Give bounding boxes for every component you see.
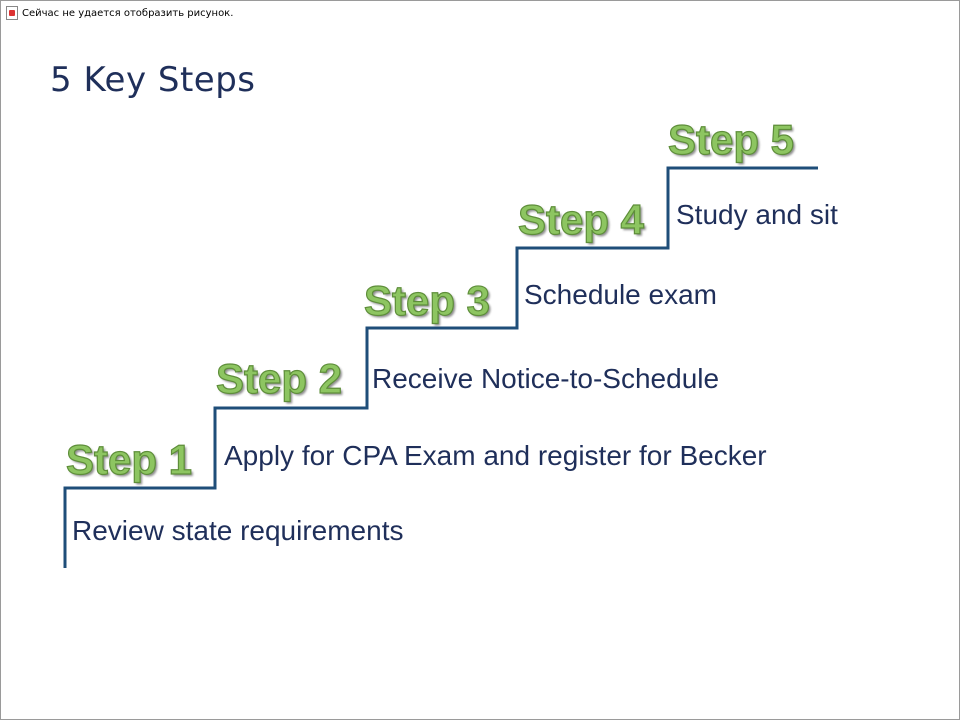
step-2-description: Apply for CPA Exam and register for Becker (224, 440, 767, 471)
step-1-description: Review state requirements (72, 515, 404, 546)
step-2-label: Step 2 (216, 355, 343, 402)
step-5-description: Study and sit (676, 199, 838, 230)
step-5-label: Step 5 (668, 116, 795, 163)
step-3-description: Receive Notice-to-Schedule (372, 363, 720, 394)
step-4-description: Schedule exam (524, 279, 718, 310)
broken-image-text: Сейчас не удается отобразить рисунок. (22, 7, 234, 19)
page-title: 5 Key Steps (50, 60, 256, 100)
step-4-label: Step 4 (518, 196, 645, 243)
step-3-label: Step 3 (364, 277, 491, 324)
step-1-label: Step 1 (66, 436, 193, 483)
